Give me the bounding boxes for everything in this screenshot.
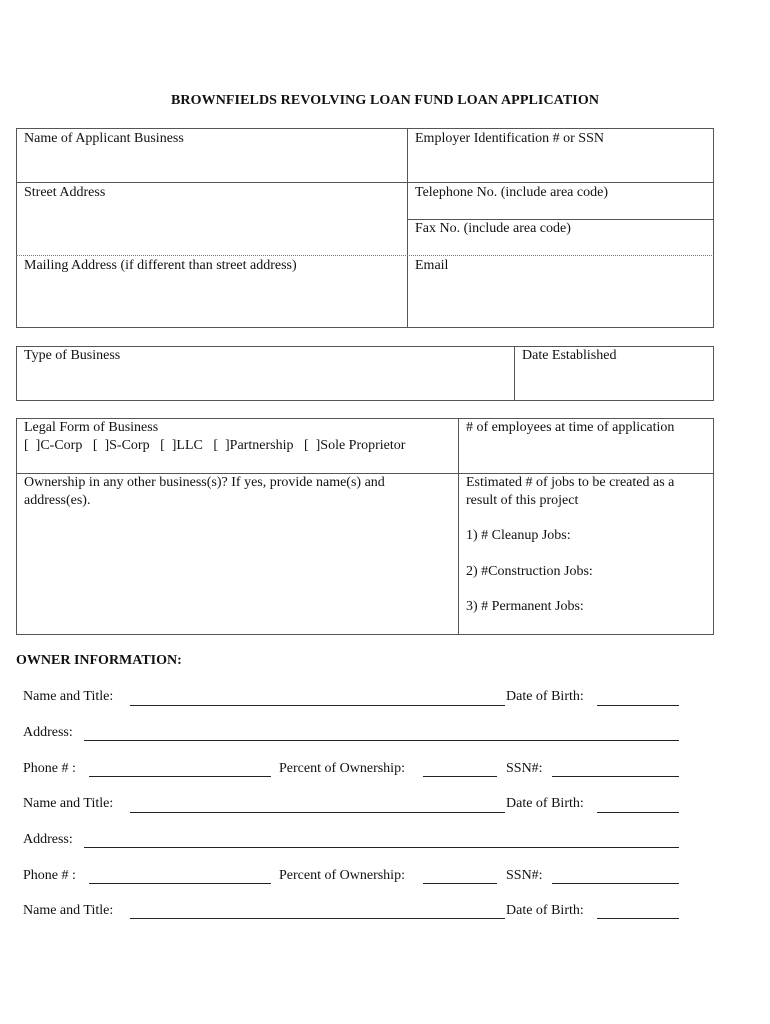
owner2-ssn-input[interactable] [552, 883, 679, 884]
owner3-dob-label: Date of Birth: [506, 903, 584, 918]
owner2-phone-label: Phone # : [23, 868, 76, 883]
email-field[interactable]: Email [415, 258, 449, 273]
owner2-ssn-label: SSN#: [506, 868, 543, 883]
owner1-name-title-input[interactable] [130, 705, 505, 706]
street-address-field[interactable]: Street Address [24, 185, 106, 200]
owner1-phone-label: Phone # : [23, 761, 76, 776]
owner2-percent-input[interactable] [423, 883, 497, 884]
owner1-ssn-input[interactable] [552, 776, 679, 777]
date-established-field[interactable]: Date Established [522, 348, 617, 363]
construction-jobs-field[interactable]: 2) #Construction Jobs: [466, 564, 593, 579]
owner2-address-label: Address: [23, 832, 73, 847]
owner1-percent-input[interactable] [423, 776, 497, 777]
applicant-business-field[interactable]: Name of Applicant Business [24, 131, 184, 146]
owner1-name-title-label: Name and Title: [23, 689, 114, 704]
cleanup-jobs-field[interactable]: 1) # Cleanup Jobs: [466, 528, 571, 543]
owner2-address-input[interactable] [84, 847, 679, 848]
owner3-name-title-label: Name and Title: [23, 903, 114, 918]
telephone-field[interactable]: Telephone No. (include area code) [415, 185, 608, 200]
owner2-phone-input[interactable] [89, 883, 271, 884]
ownership-other-business-field[interactable]: Ownership in any other business(s)? If yes, provide name(s) and address(es). [24, 475, 385, 508]
fax-field[interactable]: Fax No. (include area code) [415, 221, 571, 236]
owner1-address-label: Address: [23, 725, 73, 740]
owner1-dob-input[interactable] [597, 705, 679, 706]
legal-form-options[interactable]: [ ]C-Corp [ ]S-Corp [ ]LLC [ ]Partnership [ ]Sole Proprietor [24, 438, 406, 453]
jobs-estimate-label: Estimated # of jobs to be created as a result of this project [466, 475, 675, 508]
owner-info-heading: OWNER INFORMATION: [16, 653, 182, 668]
mailing-address-field[interactable]: Mailing Address (if different than street address) [24, 258, 297, 273]
legal-form-label: Legal Form of Business [24, 420, 159, 435]
owner3-dob-input[interactable] [597, 918, 679, 919]
owner2-name-title-label: Name and Title: [23, 796, 114, 811]
applicant-info-box [16, 128, 714, 328]
page-title: BROWNFIELDS REVOLVING LOAN FUND LOAN APPLICATION [170, 93, 600, 108]
owner2-dob-input[interactable] [597, 812, 679, 813]
owner1-percent-label: Percent of Ownership: [279, 761, 405, 776]
employees-field[interactable]: # of employees at time of application [466, 420, 675, 435]
owner1-phone-input[interactable] [89, 776, 271, 777]
owner1-dob-label: Date of Birth: [506, 689, 584, 704]
owner2-percent-label: Percent of Ownership: [279, 868, 405, 883]
owner2-dob-label: Date of Birth: [506, 796, 584, 811]
ein-field[interactable]: Employer Identification # or SSN [415, 131, 604, 146]
permanent-jobs-field[interactable]: 3) # Permanent Jobs: [466, 599, 584, 614]
owner2-name-title-input[interactable] [130, 812, 505, 813]
owner3-name-title-input[interactable] [130, 918, 505, 919]
owner1-ssn-label: SSN#: [506, 761, 543, 776]
owner1-address-input[interactable] [84, 740, 679, 741]
type-of-business-field[interactable]: Type of Business [24, 348, 121, 363]
